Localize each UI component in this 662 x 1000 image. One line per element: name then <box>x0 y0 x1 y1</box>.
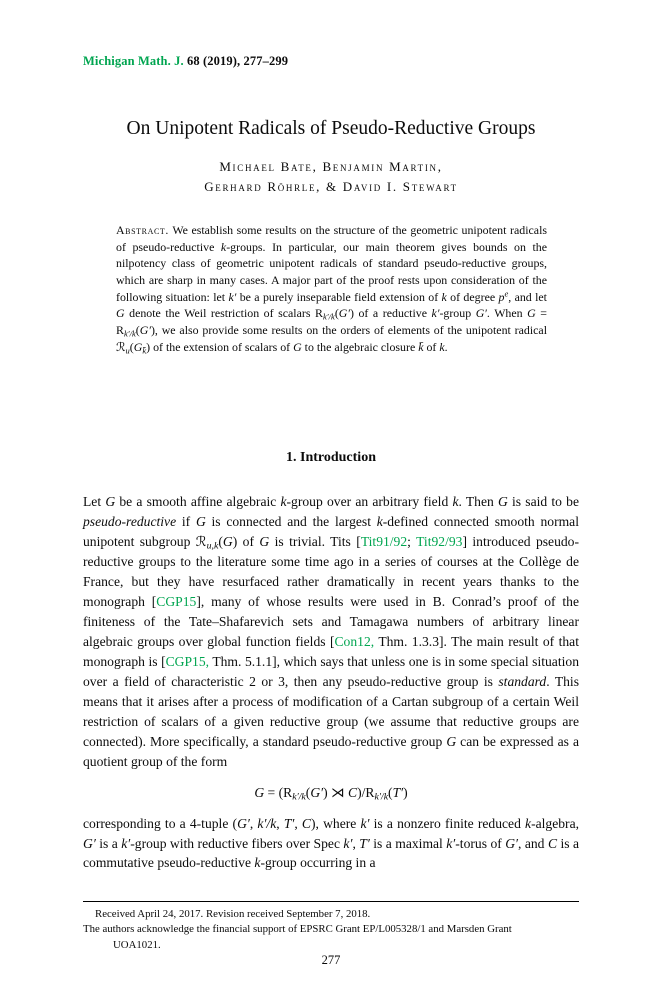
text-segment: ], many of whose results were used in B. Conrad’s proof of the finiteness of the Tate–Shafarevich sets and Tamagawa numbers of arbitrary linear algebraic groups over global function fields [ <box>83 593 579 649</box>
text-segment: standard <box>498 673 547 689</box>
text-segment: T′ <box>359 835 370 851</box>
text-segment: k′ <box>431 306 440 321</box>
text-segment: ( <box>218 533 223 549</box>
text-segment: p <box>498 289 505 304</box>
text-segment: ( <box>334 306 339 321</box>
text-segment: -groups. In particular, our main theorem gives bounds on the nilpotency class of geometric unipotent radicals of standard pseudo-reductive groups, which are sharp in many cases. A major part of the proof rests upon consideration of the following situation: let <box>116 239 547 304</box>
text-segment: G <box>293 339 302 354</box>
text-segment: C <box>301 815 311 831</box>
text-segment: is a <box>95 835 122 851</box>
text-segment: G′ <box>237 815 250 831</box>
abstract <box>116 222 547 355</box>
text-segment: )/ <box>357 784 366 800</box>
text-segment: denote the Weil restriction of scalars R <box>124 306 323 321</box>
text-segment: Let <box>83 494 106 509</box>
text-segment: . Then <box>458 494 498 509</box>
text-segment: ) <box>403 784 408 800</box>
text-segment: ( <box>129 339 134 354</box>
text-segment: k′ <box>228 289 237 304</box>
text-segment: be a purely inseparable field extension of <box>236 289 442 304</box>
text-segment: , <box>352 835 360 851</box>
text-segment: Thm. 1.3.3]. The main result of that monograph is [ <box>83 633 579 669</box>
text-segment: k <box>376 513 383 529</box>
text-segment: if <box>176 513 196 529</box>
text-segment: G <box>195 513 206 529</box>
text-segment: G <box>527 306 536 321</box>
text-segment: k <box>254 855 261 871</box>
text-segment: of <box>423 339 440 354</box>
text-segment: . <box>444 339 448 354</box>
text-segment: -group over an arbitrary field <box>286 494 453 509</box>
text-segment: is connected and the largest <box>205 513 377 529</box>
text-segment: T′ <box>392 784 404 800</box>
text-segment: ( <box>388 784 393 800</box>
text-segment: k <box>280 494 287 509</box>
text-segment: = R <box>116 306 547 337</box>
abstract-label: Abstract. <box>116 223 169 237</box>
journal-name-link[interactable]: Michigan Math. J. <box>83 54 184 68</box>
text-segment: k′ <box>121 835 131 851</box>
text-segment: -torus of <box>455 835 506 851</box>
text-segment: G′ <box>83 835 96 851</box>
text-segment: can be expressed as a quotient group of the form <box>83 733 579 769</box>
text-segment: ℛ <box>116 339 126 354</box>
text-segment: k̄ <box>142 344 147 355</box>
text-segment: k <box>441 289 447 304</box>
text-segment: k′/k <box>322 311 335 322</box>
text-segment: . This means that it arises after a process of modification of a Cartan subgroup of a certain Weil restriction of scalars of a given reductive group (we assume that reductive groups are connected). More specifically, a standard pseudo-reductive group <box>83 673 579 749</box>
text-segment: k <box>452 494 459 509</box>
text-segment: G′ <box>139 322 151 337</box>
text-segment: is a maximal <box>369 835 447 851</box>
text-segment: G <box>133 339 143 354</box>
text-segment: . When <box>486 306 528 321</box>
text-segment: , and <box>518 835 548 851</box>
display-equation <box>83 783 579 803</box>
citation-link[interactable]: Tit92/93 <box>416 533 463 549</box>
text-segment: , and let <box>508 289 547 304</box>
page-number: 277 <box>321 953 341 967</box>
text-segment: G′ <box>338 306 350 321</box>
text-segment: k′/k <box>123 328 136 339</box>
text-segment: -defined connected smooth normal unipotent subgroup <box>83 513 579 549</box>
text-segment: ) of the extension of scalars of <box>146 339 294 354</box>
text-segment: Thm. 5.1.1], which says that unless one is in some special situation over a field of characteristic 2 or 3, then any pseudo-reductive group is <box>83 653 579 689</box>
text-segment: C <box>348 784 358 800</box>
text-segment: k′ <box>446 835 456 851</box>
text-segment: G <box>105 494 116 509</box>
text-segment: ) ⋊ <box>323 784 349 800</box>
text-segment: , <box>276 815 284 831</box>
text-segment: ; <box>407 533 417 549</box>
text-segment: k′ <box>360 815 370 831</box>
text-segment: k′ <box>343 835 353 851</box>
introduction-body <box>83 492 579 873</box>
text-segment: is said to be <box>507 494 579 509</box>
text-segment: -group occurring in a <box>260 855 376 871</box>
section-heading: 1. Introduction <box>286 450 376 465</box>
text-segment: G <box>497 494 508 509</box>
text-segment: k′/k <box>257 815 277 831</box>
text-segment: ) of <box>232 533 260 549</box>
text-segment: G <box>259 533 270 549</box>
text-segment: k <box>525 815 532 831</box>
text-segment: ] introduced pseudo-reductive groups to the literature some time ago in a series of courses at the Collège de France, but they have resurfaced rather dramatically in recent years thanks to the monograph [ <box>83 533 579 609</box>
footnote-acknowledgement: The authors acknowledge the financial support of EPSRC Grant EP/L005328/1 and Marsden Grant <box>83 923 512 936</box>
text-segment: k̄ <box>418 339 424 354</box>
authors-line-1: Michael Bate, Benjamin Martin, <box>219 159 443 174</box>
footnote-acknowledgement-cont: UOA1021. <box>113 938 161 951</box>
text-segment: be a smooth affine algebraic <box>115 494 281 509</box>
footnote <box>83 901 579 953</box>
text-segment: ℛ <box>195 533 207 549</box>
text-segment: corresponding to a 4-tuple ( <box>83 815 238 831</box>
text-segment: We establish some results on the structure of the geometric unipotent radicals of pseudo-reductive <box>116 223 547 254</box>
journal-header <box>83 54 288 69</box>
text-segment: ), where <box>311 815 361 831</box>
text-segment: k <box>439 339 445 354</box>
text-segment: of degree <box>446 289 499 304</box>
text-segment: G <box>446 733 457 749</box>
intro-paragraph-1 <box>83 492 579 772</box>
authors-line-2: Gerhard Röhrle, & David I. Stewart <box>204 178 458 194</box>
text-segment: is trivial. Tits [ <box>269 533 361 549</box>
footnote-received: Received April 24, 2017. Revision received September 7, 2018. <box>95 908 371 920</box>
text-segment: G′ <box>505 835 519 851</box>
text-segment: k <box>220 239 227 254</box>
text-segment: ) of a reductive <box>349 306 432 321</box>
text-segment: k′/k <box>374 791 389 803</box>
text-segment: is a commutative pseudo-reductive <box>83 835 580 871</box>
journal-issue: 68 (2019), 277–299 <box>183 54 289 68</box>
text-segment: u <box>125 344 130 355</box>
citation-link[interactable]: Con12, <box>334 633 375 649</box>
text-segment: , <box>294 815 302 831</box>
text-segment: ( <box>305 784 311 800</box>
text-segment: k′/k <box>292 791 306 803</box>
text-segment: = ( <box>264 784 284 800</box>
text-segment: C <box>547 835 558 851</box>
text-segment: is a nonzero finite reduced <box>369 815 526 831</box>
text-segment: -group with reductive fibers over Spec <box>130 835 344 851</box>
citation-link[interactable]: CGP15, <box>165 653 210 669</box>
text-segment: G <box>222 533 233 549</box>
text-segment: to the algebraic closure <box>301 339 419 354</box>
text-segment: -group <box>439 306 476 321</box>
text-segment: T′ <box>283 815 295 831</box>
text-segment: G′ <box>310 784 324 800</box>
text-segment: G′ <box>475 306 487 321</box>
intro-paragraph-2 <box>83 814 579 874</box>
authors <box>0 157 662 196</box>
text-segment: R <box>365 784 375 800</box>
text-segment: ( <box>135 322 140 337</box>
text-segment: R <box>283 784 293 800</box>
text-segment: ), we also provide some results on the orders of elements of the unipotent radical <box>150 322 547 337</box>
text-segment: e <box>504 288 509 299</box>
citation-link[interactable]: CGP15 <box>156 593 197 609</box>
text-segment: -algebra, <box>531 815 580 831</box>
text-segment: u,k <box>206 540 219 552</box>
text-segment: pseudo-reductive <box>83 513 177 529</box>
text-segment: , <box>249 815 258 831</box>
text-segment: G <box>254 784 265 800</box>
paper-title: On Unipotent Radicals of Pseudo-Reductive Groups <box>126 118 536 139</box>
abstract-text <box>116 223 547 354</box>
citation-link[interactable]: Tit91/92 <box>360 533 408 549</box>
text-segment: G <box>116 306 125 321</box>
